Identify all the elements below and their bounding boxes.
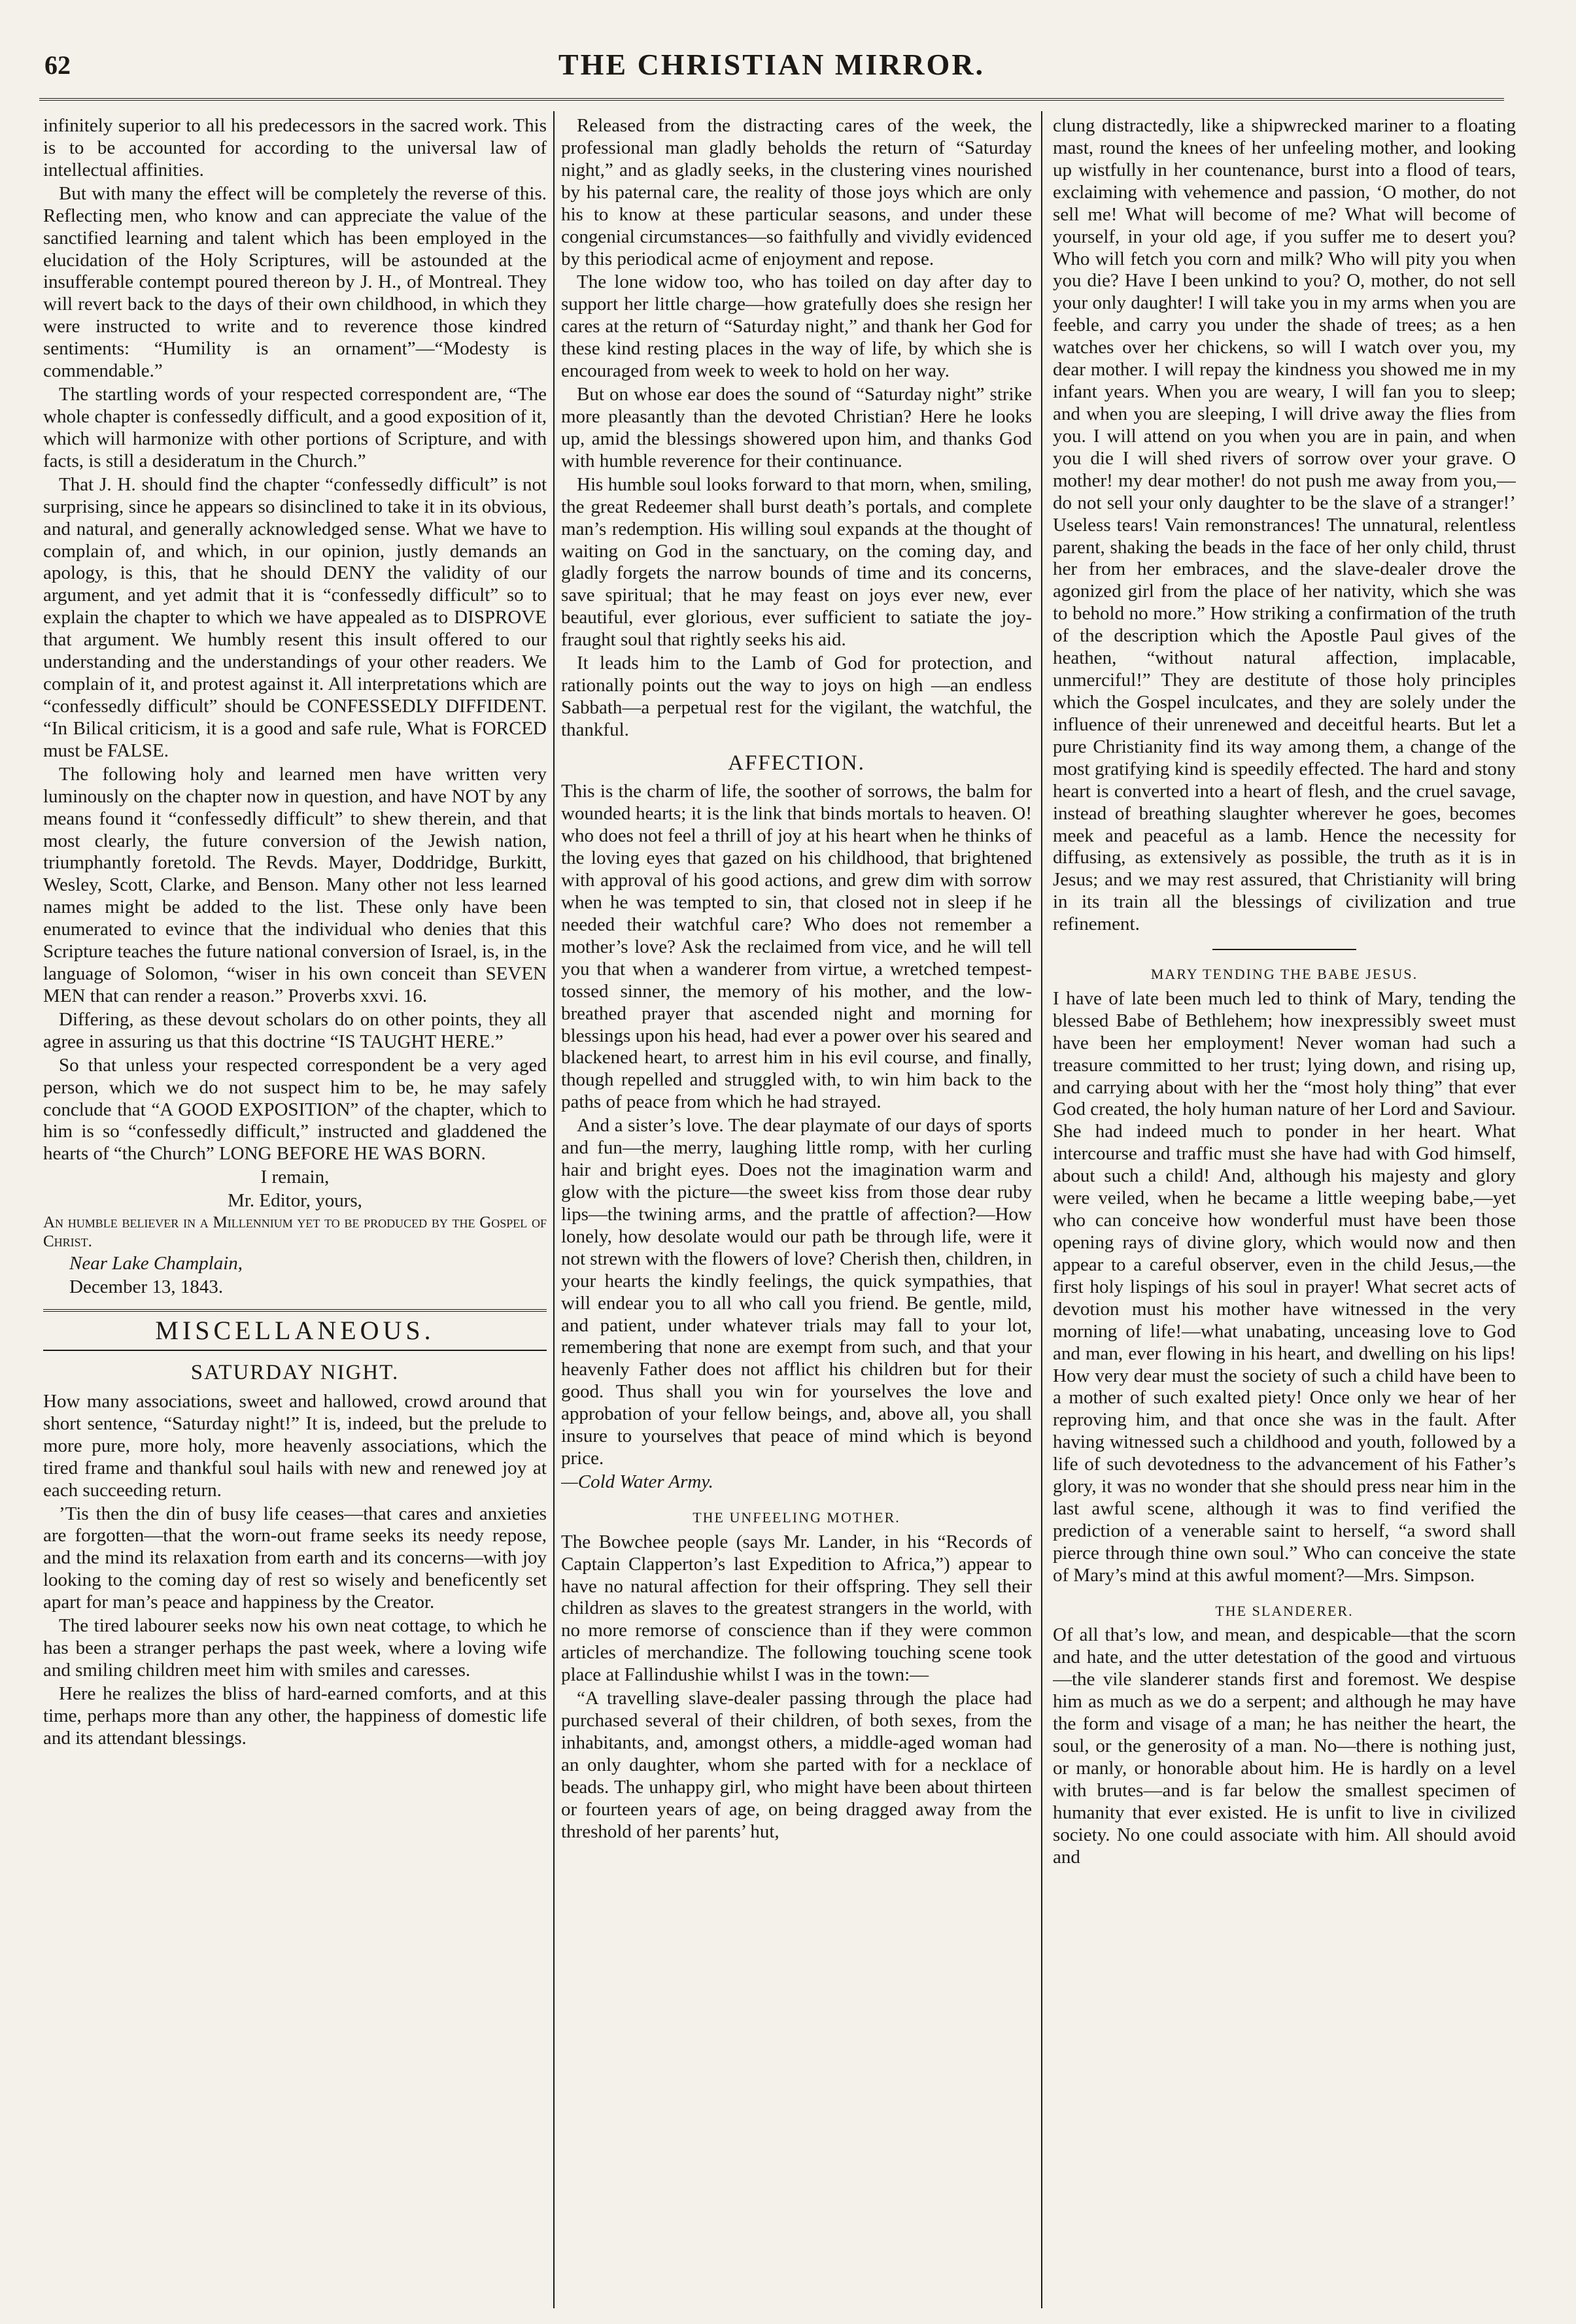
article-title: SATURDAY NIGHT. xyxy=(190,1361,400,1385)
paragraph: The tired labourer seeks now his own neat cottage, to which he has been a stranger perhaps the past week, where a loving wife and smiling children meet him with smiles and caresses. xyxy=(43,1615,547,1681)
paragraph: And a sister’s love. The dear playmate of our days of sports and fun—the merry, laughing little romp, with her curling hair and bright eyes. Does not the imagination warm and glow with the picture—the sweet kiss from those dear ruby lips—the twining arms, and the prattle of affection?—How lonely, how desolate would our path be through life, were it not strewn with the flowers of love? Cherish then, children, in your hearts the kindly feelings, the quick sympathies, that will endear you to all who call you friend. Be gentle, mild, and patient, under whatever trials may fall to your lot, remembering that none are exempt from such, and that your heavenly Father does not afflict his children but for their good. Thus shall you win for yourselves the love and approbation of your fellow beings, and, above all, you shall insure to yourselves that peace of mind which is beyond price. xyxy=(561,1115,1032,1469)
column-rule xyxy=(1041,111,1042,2308)
page-header xyxy=(39,38,1504,101)
closing-remain: I remain, xyxy=(260,1167,330,1188)
paragraph: This is the charm of life, the soother of sorrows, the balm for wounded hearts; it is the link that binds mortals to heaven. O! who does not feel a thrill of joy at his heart when he thinks of the loving eyes that gazed on his childhood, that brightened with approval of his good actions, and grew dim with sorrow when he was tempted to sin, that closed not in sleep if he needed their watchful care? Who does not remember a mother’s love? Ask the reclaimed from vice, and he will tell you that when a wanderer from virtue, a wretched tempest-tossed sinner, the memory of his mother, and the low-breathed prayer that ascended night and morning for blessings upon his head, had ever a power over his seared and blackened heart, to arrest him in his evil course, and finally, though repelled and struggled with, to win him back to the paths of peace from which he had strayed. xyxy=(561,781,1032,1113)
column-3 xyxy=(1053,115,1516,2299)
section-heading: MISCELLANEOUS. xyxy=(43,1309,547,1352)
paragraph: That J. H. should find the chapter “confessedly difficult” is not surprising, since he appears so disinclined to take it in its obvious, and natural, and generally acknowledged sense. What we have to complain of, and which, in our opinion, justly demands an apology, is this, that he should DENY the validity of our argument, and yet admit that it is “confessedly difficult” so to explain the chapter to which we have appealed as to DISPROVE that argument. We humbly resent this insult offered to our understanding and the understandings of your other readers. We complain of it, and protest against it. All interpretations which are “confessedly difficult” should be CONFESSEDLY DIFFIDENT. “In Bilical criticism, it is a good and safe rule, What is FORCED must be FALSE. xyxy=(43,473,547,761)
paragraph: Released from the distracting cares of the week, the professional man gladly beholds the return of “Saturday night,” and as gladly seeks, in the clustering vines nourished by his paternal care, the reality of those joys which are only his to know at these particular seasons, and under these congenial circumstances—so faithfully and vividly evidenced by this periodical acme of enjoyment and repose. xyxy=(561,115,1032,269)
paragraph: Differing, as these devout scholars do on other points, they all agree in assuring us that this doctrine “IS TAUGHT HERE.” xyxy=(43,1008,547,1052)
paragraph: The lone widow too, who has toiled on day after day to support her little charge—how gratefully does she resign her cares at the return of “Saturday night,” and thank her God for these kind resting places in the way of life, by which she is encouraged from week to week to hold on her way. xyxy=(561,271,1032,382)
article-title: MARY TENDING THE BABE JESUS. xyxy=(1150,966,1418,983)
paragraph: How many associations, sweet and hallowed, crowd around that short sentence, “Saturday night!” It is, indeed, but the prelude to more pure, more holy, more heavenly associations, which the tired frame and thankful soul hails with new and renewed joy at each succeeding return. xyxy=(43,1390,547,1501)
paragraph: The startling words of your respected correspondent are, “The whole chapter is confessedly difficult, and a good exposition of it, which will harmonize with other portions of Scripture, and with facts, is still a desideratum in the Church.” xyxy=(43,384,547,471)
paragraph: “A travelling slave-dealer passing through the place had purchased several of their children, of both sexes, from the inhabitants, and, amongst others, a middle-aged woman had an only daughter, whom she parted with for a necklace of beads. The unhappy girl, who might have been about thirteen or fourteen years of age, on being dragged away from the threshold of her parents’ hut, xyxy=(561,1688,1032,1842)
article-credit: —Cold Water Army. xyxy=(561,1471,713,1492)
article-title: AFFECTION. xyxy=(728,751,865,775)
paragraph: ’Tis then the din of busy life ceases—that cares and anxieties are forgotten—that the worn-out frame seeks its needy repose, and the mind its relaxation from earth and its concerns—with joy looking to the coming day of rest so wisely and beneficently set apart for man’s peace and happiness by the Creator. xyxy=(43,1503,547,1613)
paragraph: The Bowchee people (says Mr. Lander, in his “Records of Captain Clapperton’s last Expedition to Africa,”) appear to have no natural affection for their offspring. They sell their children as slaves to the greatest strangers in the world, with no more remorse of conscience than if they were common articles of merchandize. The following touching scene took place at Fallindushie whilst I was in the town:— xyxy=(561,1531,1032,1686)
paragraph: infinitely superior to all his predecessors in the sacred work. This is to be accounted for according to the universal law of intellectual affinities. xyxy=(43,115,547,180)
paragraph: The following holy and learned men have written very luminously on the chapter now in question, and have NOT by any means found it “confessedly difficult” to shew therein, and that most clearly, the future conversion of the Jewish nation, triumphantly foretold. The Revds. Mayer, Doddridge, Burkitt, Wesley, Scott, Clarke, and Benson. Many other not less learned names might be added to the list. These only have been enumerated to evince that the individual who denies that this Scripture teaches the future national conversion of Israel, is, in the language of Solomon, “wiser in his own conceit than SEVEN MEN that can render a reason.” Proverbs xxvi. 16. xyxy=(43,763,547,1006)
journal-title: THE CHRISTIAN MIRROR. xyxy=(558,48,985,81)
paragraph: So that unless your respected correspondent be a very aged person, which we do not suspect him to be, he may safely conclude that “A GOOD EXPOSITION” of the chapter, which to him is so “confessedly difficult,” instructed and gladdened the hearts of “the Church” LONG BEFORE HE WAS BORN. xyxy=(43,1054,547,1165)
letter-signature: An humble believer in a Millennium yet to be produced by the Gospel of Christ. xyxy=(43,1214,547,1250)
letter-date: December 13, 1843. xyxy=(69,1276,224,1297)
column-rule xyxy=(553,111,555,2308)
paragraph: clung distractedly, like a shipwrecked mariner to a floating mast, round the knees of her unfeeling mother, and looking up wistfully in her countenance, burst into a flood of tears, exclaiming with vehemence and passion, ‘O mother, do not sell me! What will become of me? What will become of yourself, in your old age, if you suffer me to desert you? Who will fetch you corn and milk? Who will pity you when you die? Have I been unkind to you? O, mother, do not sell your only daughter! I will take you in my arms when you are feeble, and carry you under the shade of trees; as a hen watches over her chickens, so will I watch over you, my dear mother. I will repay the kindness you showed me in my infant years. When you are weary, I will fan you to sleep; and when you are sleeping, I will drive away the flies from you. I will attend on you when you are in pain, and when you die I will shed rivers of sorrow over your grave. O mother! my dear mother! do not push me away from you,—do not sell your only daughter to be the slave of a stranger!’ Useless tears! Vain remonstrances! The unnatural, relentless parent, shaking the beads in the face of her only child, thrust her from her embraces, and the slave-dealer drove the agonized girl from the place of her nativity, which she was to behold no more.” How striking a confirmation of the truth of the description which the Apostle Paul gives of the heathen, “without natural affection, implacable, unmerciful!” They are destitute of those holy principles which the Gospel inculcates, and they are solely under the influence of their unrenewed and deceitful hearts. But let a pure Christianity find its way among them, a change of the most gratifying kind is speedily effected. The hard and stony heart is converted into a heart of flesh, and the cruel savage, instead of breathing slaughter wherever he goes, becomes meek and peaceful as a lamb. Hence the necessity for diffusing, as extensively as possible, the truth as it is in Jesus; and we may rest assured, that Christianity will bring in its train all the blessings of civilization and true refinement. xyxy=(1053,115,1516,935)
paragraph: His humble soul looks forward to that morn, when, smiling, the great Redeemer shall burst death’s portals, and complete man’s redemption. His willing soul expands at the thought of waiting on God in the sanctuary, on the coming day, and gladly forgets the narrow bounds of time and its concerns, save spiritual; that he may feast on joys ever new, ever beautiful, ever glorious, ever sufficient to satiate the joy-fraught soul that rightly seeks his aid. xyxy=(561,473,1032,651)
closing-yours: Mr. Editor, yours, xyxy=(228,1190,362,1212)
paragraph: Here he realizes the bliss of hard-earned comforts, and at this time, perhaps more than any other, the happiness of domestic life and its attendant blessings. xyxy=(43,1683,547,1749)
article-title: THE UNFEELING MOTHER. xyxy=(693,1509,900,1526)
column-2 xyxy=(561,115,1032,2299)
paragraph: But on whose ear does the sound of “Saturday night” strike more pleasantly than the devoted Christian? Here he looks up, amid the blessings showered upon him, and thanks God with humble reverence for their continuance. xyxy=(561,384,1032,471)
paragraph: Of all that’s low, and mean, and despicable—that the scorn and hate, and the utter detestation of the good and virtuous—the vile slanderer stands first and foremost. We despise him as much as we do a serpent; and although he may have the form and visage of a man; he has neither the heart, the soul, or the generosity of a man. No—there is nothing just, or manly, or honorable about him. He is hardly on a level with brutes—and is far below the smallest specimen of humanity that ever existed. He is unfit to live in civilized society. No one could associate with him. All should avoid and xyxy=(1053,1624,1516,1868)
divider xyxy=(1212,949,1356,950)
paragraph: But with many the effect will be completely the reverse of this. Reflecting men, who know and can appreciate the value of the sanctified learning and talent which has been employed in the elucidation of the Holy Scriptures, will be astounded at the insufferable contempt poured thereon by J. H., of Montreal. They will revert back to the days of their own childhood, in which they were instructed to write and to reverence those kindred sentiments: “Humility is an ornament”—“Modesty is commendable.” xyxy=(43,182,547,382)
paragraph: I have of late been much led to think of Mary, tending the blessed Babe of Bethlehem; how inexpressibly sweet must have been her employment! Never woman had such a treasure committed to her trust; lying down, and rising up, and carrying about with her the “most holy thing” that ever God created, the holy human nature of her Lord and Saviour. She had indeed much to ponder in her heart. What intercourse and traffic must she have had with God himself, about such a child! And, although his majesty and glory were veiled, when he became a little weeping babe,—yet who can conceive how wonderful must have been those opening rays of divine glory, which would now and then appear to a careful observer, even in the child Jesus,—the first holy lispings of his soul in prayer! What secret acts of devotion must his mother have witnessed in the very morning of life!—what unabating, unceasing love to God and man, ever flowing in his heart, and dwelling on his lips! How very dear must the society of such a child have been to a mother of such exalted piety! Once only we hear of her reproving him, and that once she was in the fault. After having witnessed such a childhood and youth, followed by a life of such devotedness to the advancement of his Father’s glory, it was no wonder that she should press near him in the last awful scene, although it was to find verified the prediction of a venerable saint to herself, “a sword shall pierce through thine own soul.” Who can conceive the state of Mary’s mind at this awful moment?—Mrs. Simpson. xyxy=(1053,987,1516,1586)
article-title: THE SLANDERER. xyxy=(1215,1602,1354,1619)
page-number: 62 xyxy=(44,50,71,80)
letter-place: Near Lake Champlain, xyxy=(69,1252,243,1274)
column-1 xyxy=(43,115,547,2299)
paragraph: It leads him to the Lamb of God for protection, and rationally points out the way to joys on high —an endless Sabbath—a perpetual rest for the vigilant, the watchful, the thankful. xyxy=(561,653,1032,740)
